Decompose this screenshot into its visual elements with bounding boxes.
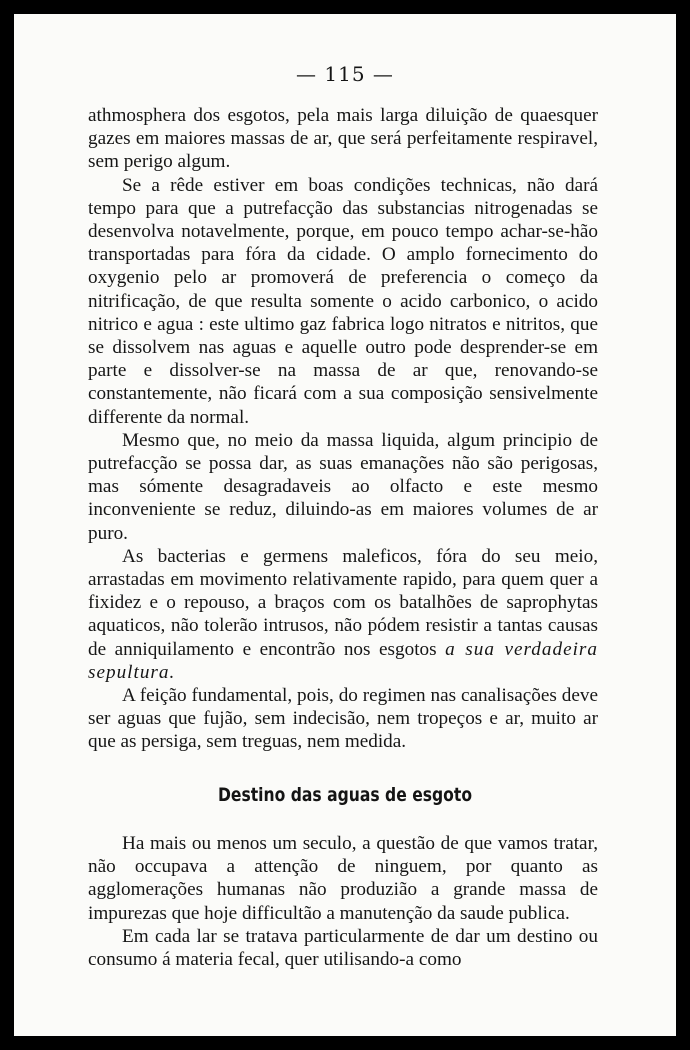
body-text-lower [88, 832, 598, 971]
paragraph-bacterias-text: As bacterias e germens maleficos, fóra do seu meio, arrastadas em movimento relativamente rapido, para quem quer a fixidez e o repouso, a braços com os batalhões de saprophytas aquaticos, não tolerão intrusos, não pódem resistir a tantas causas de anniquilamento e encontrão nos esgotos [88, 545, 598, 660]
paragraph-rede: Se a rêde estiver em boas condições technicas, não dará tempo para que a putrefacção das substancias nitrogenadas se desenvolva notavelmente, porque, em pouco tempo achar-se-hão transportadas para fóra da cidade. O amplo fornecimento do oxygenio pelo ar promoverá de preferencia o começo da nitrificação, de que resulta somente o acido carbonico, o acido nitrico e agua : este ultimo gaz fabrica logo nitratos e nitritos, que se dissolvem nas aguas e aquelle outro pode desprender-se em parte e dissolver-se na massa de ar que, renovando-se constantemente, não ficará com a sua composição sensivelmente differente da normal. [88, 174, 598, 428]
paragraph-em-cada-lar: Em cada lar se tratava particularmente de dar um destino ou consumo á materia fecal, quer utilisando-a como [88, 925, 598, 971]
italic-phrase-sepultura: a sua verdadeira sepultura. [88, 638, 598, 683]
book-page [14, 14, 676, 1036]
body-text-upper [88, 104, 598, 754]
paragraph-athmosphera: athmosphera dos esgotos, pela mais larga diluição de quaesquer gazes em maiores massas de ar, que será perfeitamente respiravel, sem perigo algum. [88, 105, 598, 173]
paragraph-mesmo-que: Mesmo que, no meio da massa liquida, algum principio de putrefacção se possa dar, as suas emanações não são perigosas, mas sómente desagradaveis ao olfacto e este mesmo inconveniente se reduz, diluindo-as em maiores volumes de ar puro. [88, 429, 598, 544]
paragraph-bacterias [88, 545, 598, 684]
section-title: Destino das aguas de esgoto [217, 784, 473, 806]
paragraph-ha-mais: Ha mais ou menos um seculo, a questão de que vamos tratar, não occupava a attenção de ninguem, por quanto as agglomerações humanas não produzião a grande massa de impurezas que hoje difficultão a manutenção da saude publica. [88, 833, 598, 924]
page-number: — 115 — [296, 62, 394, 86]
paragraph-feicao: A feição fundamental, pois, do regimen nas canalisações deve ser aguas que fujão, sem indecisão, nem tropeços e ar, muito ar que as persiga, sem treguas, nem medida. [88, 685, 598, 753]
